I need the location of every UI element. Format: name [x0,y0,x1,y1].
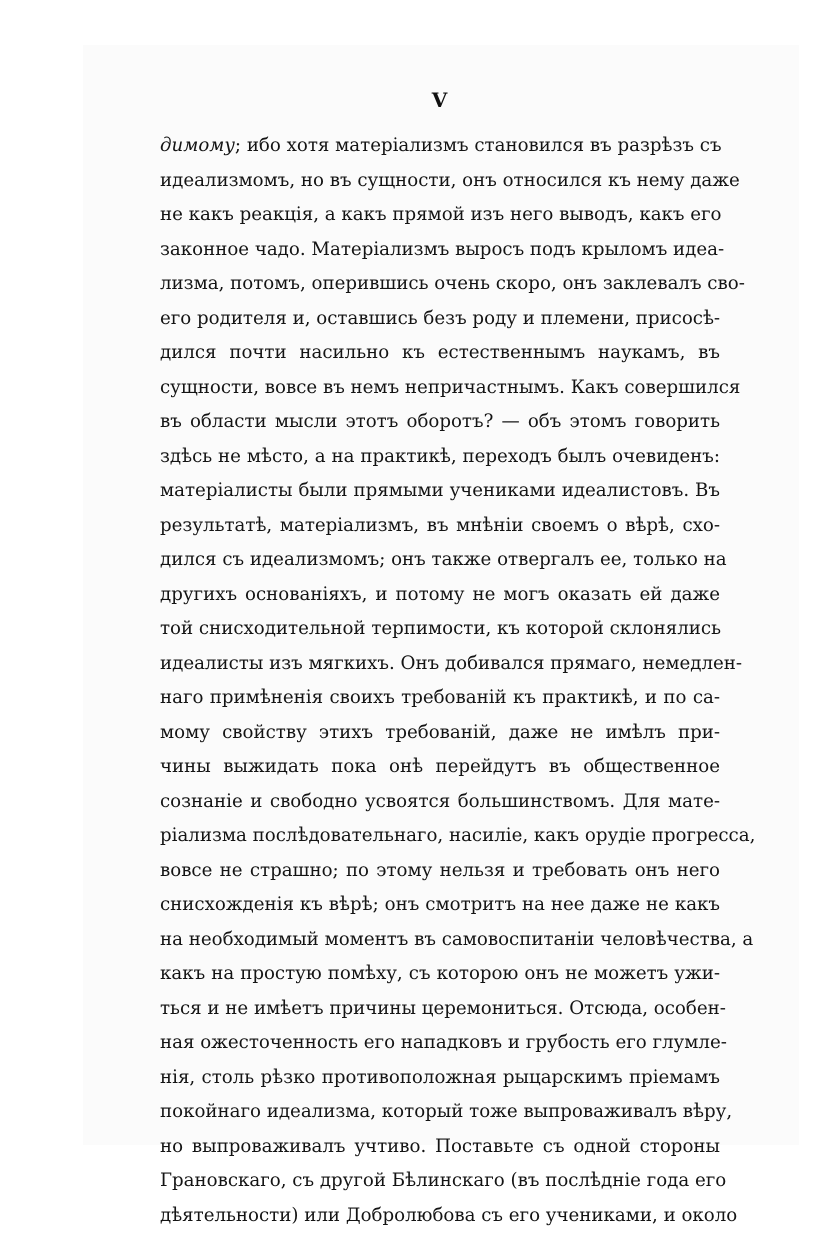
text-line: результатѣ, матеріализмъ, въ мнѣніи своемъ о вѣрѣ, схо- [160,509,720,544]
text-line-rest: ; ибо хотя матеріализмъ становился въ разрѣзъ съ [235,135,722,156]
text-line: его родителя и, оставшись безъ роду и племени, присосѣ- [160,302,720,337]
page-number: V [0,88,840,112]
text-line: той снисходительной терпимости, къ которой склонялись [160,612,720,647]
text-line [160,129,720,164]
text-line: ться и не имѣетъ причины церемониться. Отсюда, особен- [160,992,720,1027]
text-line: сознаніе и свободно усвоятся большинствомъ. Для мате- [160,785,720,820]
text-line: другихъ основаніяхъ, и потому не могъ оказать ей даже [160,578,720,613]
text-line: чины выжидать пока онѣ перейдутъ въ общественное [160,750,720,785]
text-line: законное чадо. Матеріализмъ выросъ подъ крыломъ идеа- [160,233,720,268]
text-line: ріализма послѣдовательнаго, насиліе, какъ орудіе прогресса, [160,819,720,854]
text-line: здѣсь не мѣсто, а на практикѣ, переходъ былъ очевиденъ: [160,440,720,475]
text-line: не какъ реакція, а какъ прямой изъ него выводъ, какъ его [160,198,720,233]
text-line: дился съ идеализмомъ; онъ также отвергалъ ее, только на [160,543,720,578]
italic-word: димому [160,135,235,156]
text-line: идеалисты изъ мягкихъ. Онъ добивался прямаго, немедлен- [160,647,720,682]
text-line: Грановскаго, съ другой Бѣлинскаго (въ послѣдніе года его [160,1164,720,1199]
text-line: вовсе не страшно; по этому нельзя и требовать онъ него [160,854,720,889]
text-line: дился почти насильно къ естественнымъ наукамъ, въ [160,336,720,371]
text-line: на необходимый моментъ въ самовоспитаніи человѣчества, а [160,923,720,958]
text-line: но выпроваживалъ учтиво. Поставьте съ одной стороны [160,1130,720,1165]
text-line: снисхожденія къ вѣрѣ; онъ смотритъ на нее даже не какъ [160,888,720,923]
text-line: нія, столь рѣзко противоположная рыцарскимъ пріемамъ [160,1061,720,1096]
text-line: ная ожесточенность его нападковъ и грубость его глумле- [160,1026,720,1061]
body-text [160,129,720,1233]
text-line: матеріалисты были прямыми учениками идеалистовъ. Въ [160,474,720,509]
text-line: лизма, потомъ, оперившись очень скоро, онъ заклевалъ сво- [160,267,720,302]
text-line: дѣятельности) или Добролюбова съ его учениками, и около [160,1199,720,1233]
text-line: покойнаго идеализма, который тоже выпроваживалъ вѣру, [160,1095,720,1130]
text-line: мому свойству этихъ требованій, даже не имѣлъ при- [160,716,720,751]
text-line: какъ на простую помѣху, съ которою онъ не можетъ ужи- [160,957,720,992]
text-line: сущности, вовсе въ немъ непричастнымъ. Какъ совершился [160,371,720,406]
text-line: наго примѣненія своихъ требованій къ практикѣ, и по са- [160,681,720,716]
text-line: въ области мысли этотъ оборотъ? — объ этомъ говорить [160,405,720,440]
text-line: идеализмомъ, но въ сущности, онъ относился къ нему даже [160,164,720,199]
